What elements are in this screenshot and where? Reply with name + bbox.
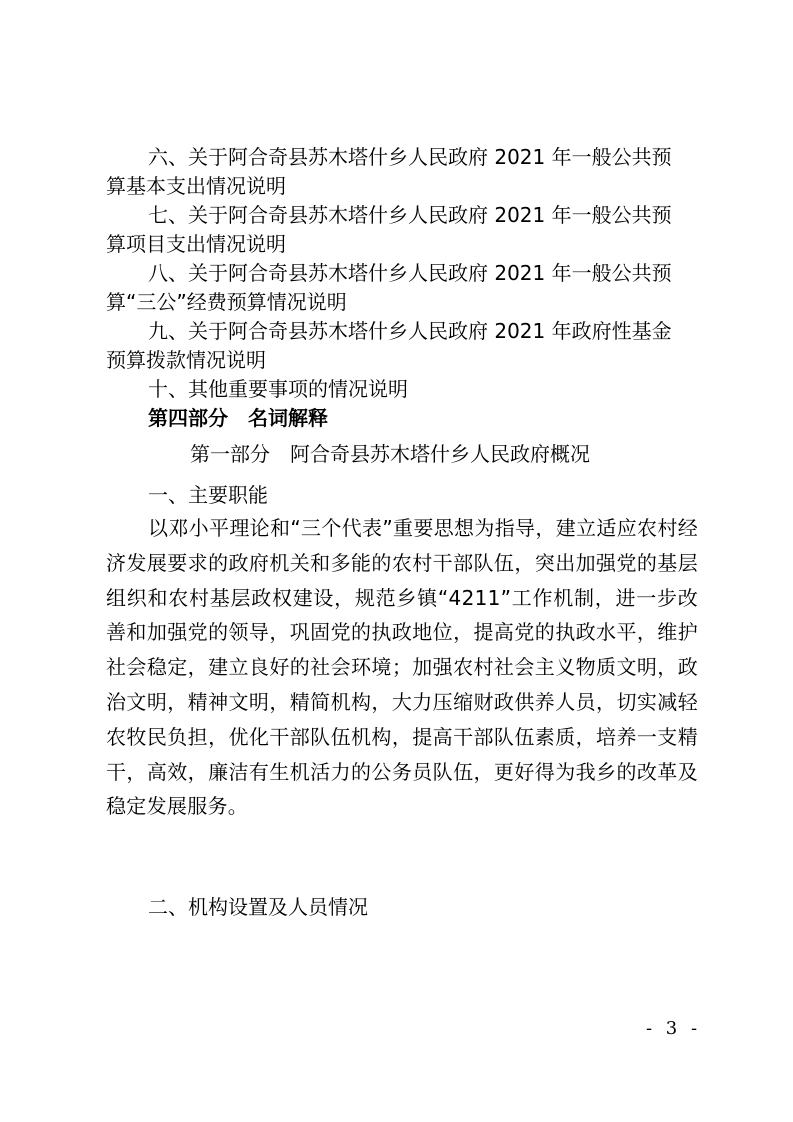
toc-item-8-line-2: 算“三公”经费预算情况说明 (106, 290, 347, 314)
toc-item-7-line-2: 算项目支出情况说明 (106, 232, 286, 256)
toc-item-8-line-1: 八、关于阿合奇县苏木塔什乡人民政府 2021 年一般公共预 (148, 261, 672, 285)
part-4-heading: 第四部分 名词解释 (148, 406, 328, 430)
page-number: - 3 - (646, 1018, 702, 1039)
toc-item-6-line-1: 六、关于阿合奇县苏木塔什乡人民政府 2021 年一般公共预 (148, 145, 672, 169)
toc-item-10: 十、其他重要事项的情况说明 (148, 377, 408, 401)
section-2-heading: 二、机构设置及人员情况 (148, 895, 368, 919)
toc-item-7-line-1: 七、关于阿合奇县苏木塔什乡人民政府 2021 年一般公共预 (148, 203, 672, 227)
toc-item-6-line-2: 算基本支出情况说明 (106, 174, 286, 198)
section-1-body: 以邓小平理论和“三个代表”重要思想为指导，建立适应农村经济发展要求的政府机关和多能的农村干部队伍，突出加强党的基层组织和农村基层政权建设，规范乡镇“4211”工作机制，进一步改善和加强党的领导，巩固党的执政地位，提高党的执政水平，维护社会稳定，建立良好的社会环境；加强农村社会主义物质文明，政治文明，精神文明，精简机构，大力压缩财政供养人员，切实减轻农牧民负担，优化干部队伍机构，提高干部队伍素质，培养一支精干，高效，廉洁有生机活力的公务员队伍，更好得为我乡的改革及稳定发展服务。 (106, 516, 698, 819)
toc-item-9-line-2: 预算拨款情况说明 (106, 348, 266, 372)
section-1-heading: 一、主要职能 (148, 483, 268, 507)
part-1-title: 第一部分 阿合奇县苏木塔什乡人民政府概况 (190, 442, 590, 466)
toc-item-9-line-1: 九、关于阿合奇县苏木塔什乡人民政府 2021 年政府性基金 (148, 319, 672, 343)
